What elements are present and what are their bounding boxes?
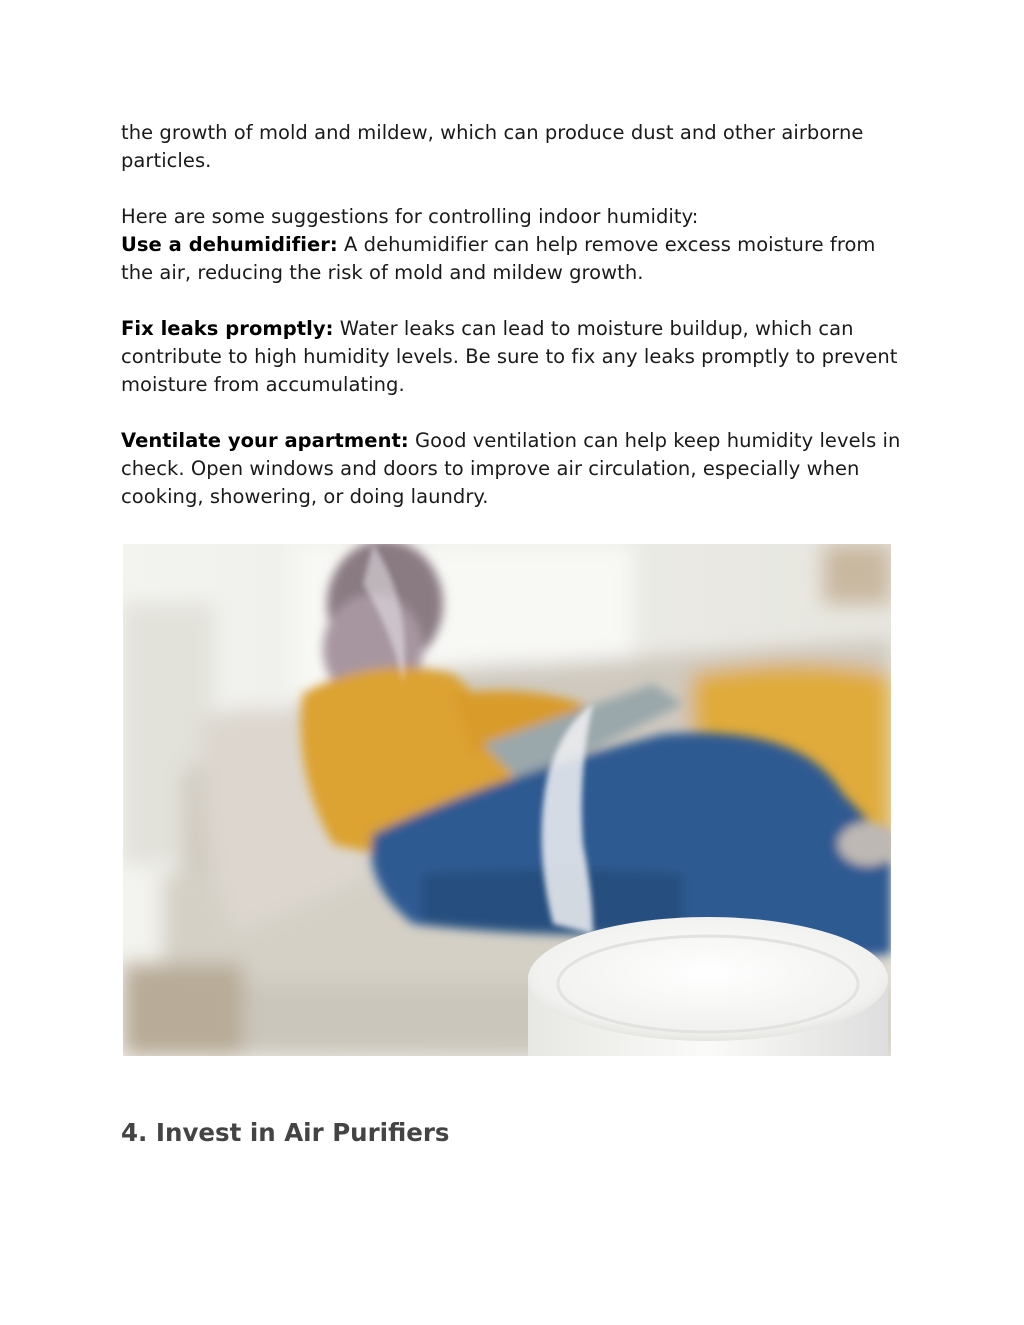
ventilate-text: Good ventilation can help keep humidity levels in check. Open windows and doors to improve air circulation, especially when cooking, showering, or doing laundry. — [121, 429, 901, 508]
photo-shelf — [823, 544, 891, 604]
fix-leaks-label: Fix leaks promptly: — [121, 317, 334, 340]
photo-humidifier-device — [528, 917, 888, 1056]
photo-floor — [123, 964, 243, 1056]
humidifier-photo-illustration — [123, 544, 891, 1056]
ventilate-label: Ventilate your apartment: — [121, 429, 409, 452]
humidifier-photo — [123, 544, 891, 1056]
humidity-lead-in: Here are some suggestions for controlling indoor humidity: — [121, 205, 699, 228]
intro-paragraph — [121, 119, 911, 175]
intro-text: the growth of mold and mildew, which can produce dust and other airborne particles. — [121, 121, 864, 172]
dehumidifier-text: A dehumidifier can help remove excess moisture from the air, reducing the risk of mold and mildew growth. — [121, 233, 876, 284]
dehumidifier-paragraph — [121, 203, 911, 287]
section-heading: 4. Invest in Air Purifiers — [121, 1118, 450, 1147]
dehumidifier-label: Use a dehumidifier: — [121, 233, 338, 256]
ventilate-paragraph — [121, 427, 911, 511]
fix-leaks-paragraph — [121, 315, 911, 399]
fix-leaks-text: Water leaks can lead to moisture buildup, which can contribute to high humidity levels. Be sure to fix any leaks promptly to prevent moisture from accumulating. — [121, 317, 898, 396]
